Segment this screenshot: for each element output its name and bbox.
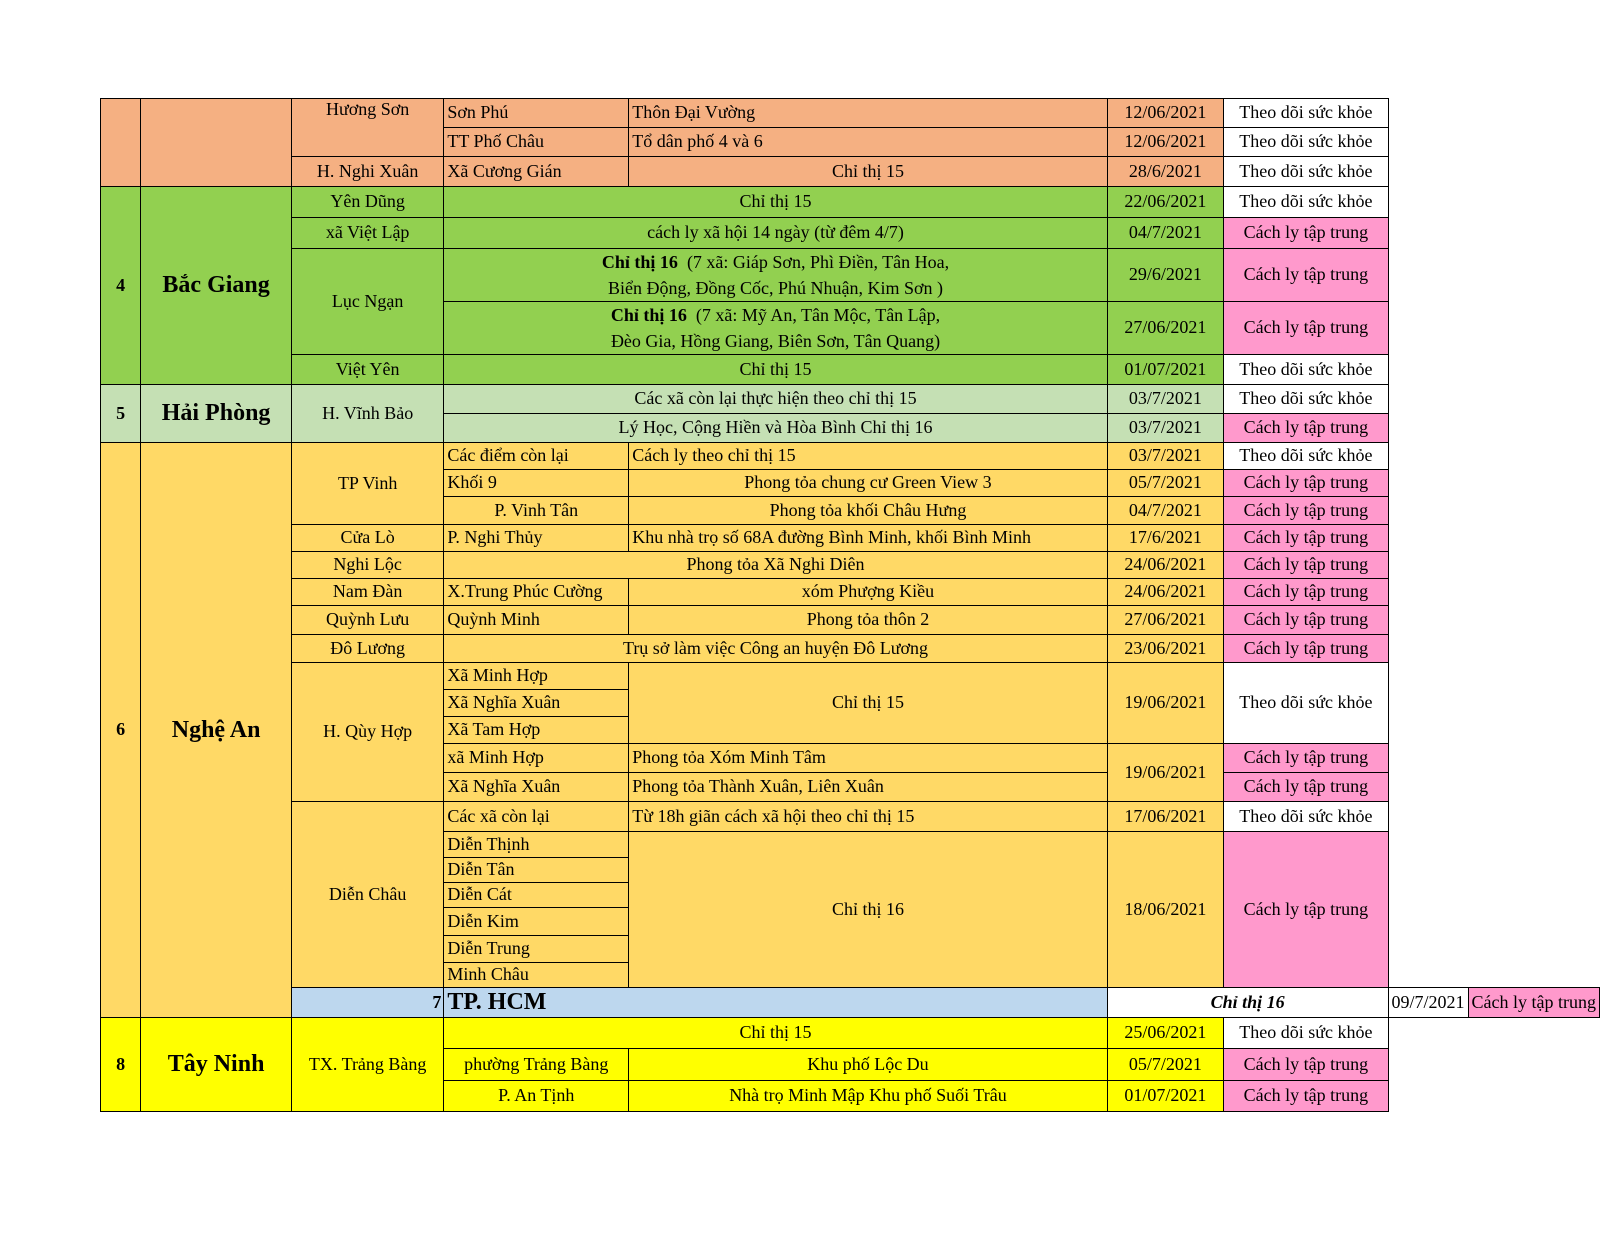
status-cell: Theo dõi sức khỏe [1224, 157, 1388, 187]
district-cell: H. Qùy Hợp [291, 663, 443, 802]
detail-cell [444, 302, 1107, 355]
district-cell: Nghi Lộc [291, 552, 443, 579]
row-number-cell: 7 [291, 988, 443, 1018]
district-cell: H. Vĩnh Bảo [291, 385, 443, 443]
date-cell: 23/06/2021 [1107, 635, 1224, 663]
commune-cell: Xã Nghĩa Xuân [444, 690, 629, 717]
date-cell: 24/06/2021 [1107, 552, 1224, 579]
commune-cell: Minh Châu [444, 963, 629, 988]
date-cell: 12/06/2021 [1107, 99, 1224, 128]
detail-cell: Chỉ thị 16 [629, 832, 1107, 988]
commune-cell: Diễn Cát [444, 883, 629, 908]
date-cell: 17/6/2021 [1107, 525, 1224, 552]
date-cell: 12/06/2021 [1107, 128, 1224, 157]
date-cell: 29/6/2021 [1107, 249, 1224, 302]
status-cell: Cách ly tập trung [1224, 635, 1388, 663]
status-cell: Cách ly tập trung [1224, 218, 1388, 249]
detail-cell: Chỉ thị 15 [444, 355, 1107, 385]
district-cell: Quỳnh Lưu [291, 606, 443, 635]
detail-cell: Trụ sở làm việc Công an huyện Đô Lương [444, 635, 1107, 663]
date-cell: 03/7/2021 [1107, 385, 1224, 414]
table-row [101, 606, 1600, 635]
status-cell: Cách ly tập trung [1224, 1080, 1388, 1111]
table-row [101, 249, 1600, 302]
date-cell: 03/7/2021 [1107, 443, 1224, 470]
detail-line: Biển Động, Đồng Cốc, Phú Nhuận, Kim Sơn ) [608, 278, 944, 298]
commune-cell: X.Trung Phúc Cường [444, 579, 629, 606]
detail-cell: Tổ dân phố 4 và 6 [629, 128, 1107, 157]
table-row [101, 218, 1600, 249]
detail-cell: Chỉ thị 15 [629, 663, 1107, 744]
commune-cell: Các điểm còn lại [444, 443, 629, 470]
row-number-cell [101, 99, 141, 187]
detail-cell: Chỉ thị 15 [444, 187, 1107, 218]
covid-measures-table [100, 98, 1600, 1112]
date-cell: 28/6/2021 [1107, 157, 1224, 187]
date-cell: 24/06/2021 [1107, 579, 1224, 606]
commune-cell: Diễn Thịnh [444, 832, 629, 858]
status-cell: Cách ly tập trung [1224, 1048, 1388, 1080]
detail-cell: Thôn Đại Vường [629, 99, 1107, 128]
commune-cell: P. Nghi Thủy [444, 525, 629, 552]
status-cell: Theo dõi sức khỏe [1224, 663, 1388, 744]
detail-cell: cách ly xã hội 14 ngày (từ đêm 4/7) [444, 218, 1107, 249]
status-cell: Cách ly tập trung [1224, 470, 1388, 497]
district-cell: Diễn Châu [291, 802, 443, 988]
row-number-cell: 6 [101, 443, 141, 1018]
commune-cell: P. Vinh Tân [444, 497, 629, 525]
commune-cell: TT Phố Châu [444, 128, 629, 157]
district-cell: Yên Dũng [291, 187, 443, 218]
status-cell: Cách ly tập trung [1468, 988, 1599, 1018]
commune-cell: Xã Nghĩa Xuân [444, 773, 629, 802]
detail-cell: Cách ly theo chỉ thị 15 [629, 443, 1107, 470]
directive-label: Chỉ thị 16 [610, 305, 687, 325]
province-cell [141, 99, 292, 187]
commune-cell: Sơn Phú [444, 99, 629, 128]
detail-cell: Phong tỏa Xã Nghi Diên [444, 552, 1107, 579]
detail-cell: Các xã còn lại thực hiện theo chỉ thị 15 [444, 385, 1107, 414]
status-cell: Theo dõi sức khỏe [1224, 187, 1388, 218]
table-row [101, 385, 1600, 414]
date-cell: 04/7/2021 [1107, 218, 1224, 249]
commune-cell: Xã Tam Hợp [444, 717, 629, 744]
detail-cell: Khu phố Lộc Du [629, 1048, 1107, 1080]
table-row [101, 157, 1600, 187]
commune-cell: Diễn Trung [444, 936, 629, 963]
district-cell: Cửa Lò [291, 525, 443, 552]
commune-cell: Khối 9 [444, 470, 629, 497]
district-cell: Hương Sơn [291, 99, 443, 157]
province-cell: TP. HCM [444, 988, 1107, 1018]
district-cell: xã Việt Lập [291, 218, 443, 249]
status-cell: Cách ly tập trung [1224, 832, 1388, 988]
detail-line: (7 xã: Giáp Sơn, Phì Điền, Tân Hoa, [686, 252, 950, 272]
commune-cell: xã Minh Hợp [444, 744, 629, 773]
status-cell: Theo dõi sức khỏe [1224, 443, 1388, 470]
row-number-cell: 5 [101, 385, 141, 443]
table-row [101, 663, 1600, 690]
status-cell: Cách ly tập trung [1224, 744, 1388, 773]
district-cell: TP Vinh [291, 443, 443, 525]
status-cell: Theo dõi sức khỏe [1224, 128, 1388, 157]
date-cell: 18/06/2021 [1107, 832, 1224, 988]
date-cell: 04/7/2021 [1107, 497, 1224, 525]
detail-cell: Khu nhà trọ số 68A đường Bình Minh, khối Bình Minh [629, 525, 1107, 552]
detail-cell: Lý Học, Cộng Hiền và Hòa Bình Chỉ thị 16 [444, 414, 1107, 443]
date-cell: 25/06/2021 [1107, 1017, 1224, 1048]
date-cell: 19/06/2021 [1107, 663, 1224, 744]
detail-line: Đèo Gia, Hồng Giang, Biên Sơn, Tân Quang) [610, 331, 941, 351]
table-row [101, 355, 1600, 385]
table-row [101, 579, 1600, 606]
status-cell: Theo dõi sức khỏe [1224, 99, 1388, 128]
date-cell: 03/7/2021 [1107, 414, 1224, 443]
district-cell: Việt Yên [291, 355, 443, 385]
date-cell: 27/06/2021 [1107, 302, 1224, 355]
status-cell: Cách ly tập trung [1224, 302, 1388, 355]
commune-cell: Diễn Kim [444, 908, 629, 936]
district-cell: TX. Trảng Bàng [291, 1017, 443, 1111]
district-cell: Đô Lương [291, 635, 443, 663]
row-number-cell: 8 [101, 1017, 141, 1111]
detail-line: (7 xã: Mỹ An, Tân Mộc, Tân Lập, [695, 305, 941, 325]
district-cell: H. Nghi Xuân [291, 157, 443, 187]
table-row [101, 635, 1600, 663]
detail-cell: Chỉ thị 15 [629, 157, 1107, 187]
detail-cell: Từ 18h giãn cách xã hội theo chỉ thị 15 [629, 802, 1107, 832]
detail-cell: Phong tỏa Xóm Minh Tâm [629, 744, 1107, 773]
date-cell: 19/06/2021 [1107, 744, 1224, 802]
commune-cell: Xã Cương Gián [444, 157, 629, 187]
commune-cell: Quỳnh Minh [444, 606, 629, 635]
district-cell: Nam Đàn [291, 579, 443, 606]
status-cell: Cách ly tập trung [1224, 606, 1388, 635]
table-row [101, 187, 1600, 218]
province-cell: Nghệ An [141, 443, 292, 1018]
status-cell: Cách ly tập trung [1224, 249, 1388, 302]
detail-cell: xóm Phượng Kiều [629, 579, 1107, 606]
province-cell: Hải Phòng [141, 385, 292, 443]
commune-cell: Các xã còn lại [444, 802, 629, 832]
directive-label: Chỉ thị 16 [601, 252, 678, 272]
detail-cell: Phong tỏa Thành Xuân, Liên Xuân [629, 773, 1107, 802]
commune-cell: phường Trảng Bàng [444, 1048, 629, 1080]
commune-cell: Xã Minh Hợp [444, 663, 629, 690]
table-row [101, 802, 1600, 832]
table-row [101, 1017, 1600, 1048]
table-row [101, 99, 1600, 128]
date-cell: 01/07/2021 [1107, 1080, 1224, 1111]
status-cell: Cách ly tập trung [1224, 552, 1388, 579]
detail-cell: Phong tỏa chung cư Green View 3 [629, 470, 1107, 497]
status-cell: Cách ly tập trung [1224, 773, 1388, 802]
date-cell: 09/7/2021 [1388, 988, 1468, 1018]
row-number-cell: 4 [101, 187, 141, 385]
date-cell: 05/7/2021 [1107, 470, 1224, 497]
date-cell: 27/06/2021 [1107, 606, 1224, 635]
table-row [101, 525, 1600, 552]
detail-cell: Phong tỏa khối Châu Hưng [629, 497, 1107, 525]
date-cell: 22/06/2021 [1107, 187, 1224, 218]
commune-cell: P. An Tịnh [444, 1080, 629, 1111]
status-cell: Theo dõi sức khỏe [1224, 385, 1388, 414]
detail-cell: Chỉ thị 15 [444, 1017, 1107, 1048]
status-cell: Theo dõi sức khỏe [1224, 802, 1388, 832]
commune-cell: Diễn Tân [444, 858, 629, 883]
date-cell: 05/7/2021 [1107, 1048, 1224, 1080]
table-row [101, 443, 1600, 470]
status-cell: Cách ly tập trung [1224, 414, 1388, 443]
province-cell: Tây Ninh [141, 1017, 292, 1111]
detail-cell [444, 249, 1107, 302]
province-cell: Bắc Giang [141, 187, 292, 385]
table-row [101, 988, 1600, 1018]
table-row [101, 552, 1600, 579]
detail-cell: Chỉ thị 16 [1107, 988, 1388, 1018]
date-cell: 01/07/2021 [1107, 355, 1224, 385]
detail-cell: Phong tỏa thôn 2 [629, 606, 1107, 635]
district-cell: Lục Ngạn [291, 249, 443, 355]
status-cell: Theo dõi sức khỏe [1224, 1017, 1388, 1048]
status-cell: Theo dõi sức khỏe [1224, 355, 1388, 385]
detail-cell: Nhà trọ Minh Mập Khu phố Suối Trâu [629, 1080, 1107, 1111]
status-cell: Cách ly tập trung [1224, 497, 1388, 525]
status-cell: Cách ly tập trung [1224, 579, 1388, 606]
status-cell: Cách ly tập trung [1224, 525, 1388, 552]
date-cell: 17/06/2021 [1107, 802, 1224, 832]
